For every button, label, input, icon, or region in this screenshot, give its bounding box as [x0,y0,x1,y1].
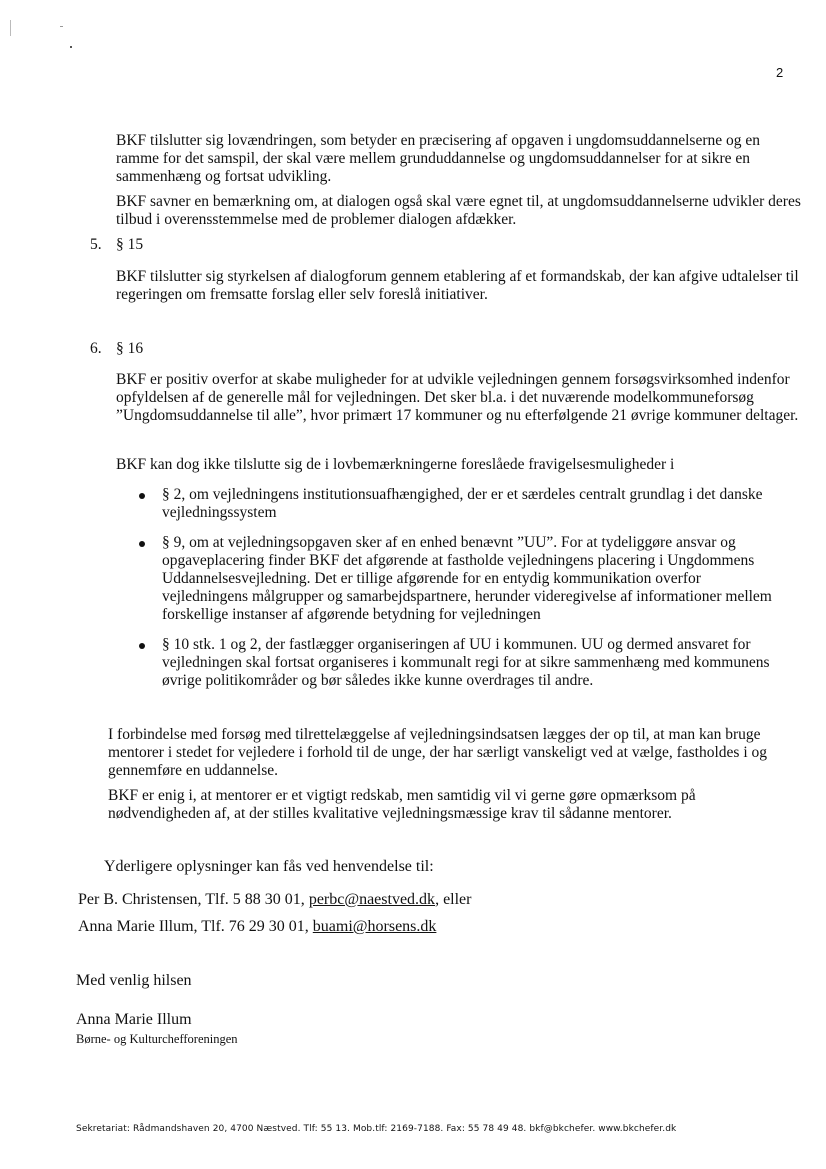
section-6-title: § 16 [116,340,144,357]
bullet-dot [139,541,145,547]
section-6-paragraph-2: BKF kan dog ikke tilslutte sig de i lovbemærkningerne foreslåede fravigelsesmuligheder i [116,456,675,473]
section-5-title: § 15 [116,236,144,253]
contact-person-1 [78,891,471,909]
bullet-text: § 10 stk. 1 og 2, der fastlægger organiseringen af UU i kommunen. UU og dermed ansvaret for vejledningen skal fortsat organiseres i kommunalt regi for at sikre sammenhæng med kommunens øvrige politikområder og bør således ikke kunne overdrages til andre. [162,636,770,689]
bullet-dot [139,643,145,649]
intro-paragraph-1: BKF tilslutter sig lovændringen, som betyder en præcisering af opgaven i ungdomsuddannelserne og en ramme for det samspil, der skal være mellem grunduddannelse og ungdomsuddannelser for at sikre en sammenhæng og fortsat udvikling. [116,132,760,185]
scan-artifact-dot [70,46,72,48]
section-6-paragraph-1: BKF er positiv overfor at skabe muligheder for at udvikle vejledningen gennem forsøgsvirksomhed indenfor opfyldelsen af de generelle mål for vejledningen. Det sker bl.a. i det nuværende modelkommuneforsøg ”Ungdomsuddannelse til alle”, hvor primært 17 kommuner og nu efterfølgende 21 øvrige kommuner deltager. [116,371,799,424]
scan-artifact-line [10,20,11,36]
contact-intro: Yderligere oplysninger kan fås ved henvendelse til: [104,858,434,875]
page-number: 2 [776,65,784,80]
section-6-number: 6. [90,340,102,357]
contact-person-1-suffix: , eller [435,891,472,908]
scan-artifact-tick [60,26,63,27]
section-5-paragraph: BKF tilslutter sig styrkelsen af dialogforum gennem etablering af et formandskab, der kan afgive udtalelser til regeringen om fremsatte forslag eller selv foreslå initiativer. [116,268,799,303]
contact-person-2 [78,918,436,936]
section-6-heading [90,340,143,358]
fravigelse-bullet-list [139,486,789,690]
contact-person-2-email-link[interactable]: buami@horsens.dk [312,918,437,935]
signatory-name: Anna Marie Illum [76,1011,192,1028]
footer-secretariat: Sekretariat: Rådmandshaven 20, 4700 Næstved. Tlf: 55 13. Mob.tlf: 2169-7188. Fax: 55 78 49 48. bkf@bkchefer. www.bkchefer.dk [76,1124,677,1134]
section-6-paragraph-3: I forbindelse med forsøg med tilrettelæggelse af vejledningsindsatsen lægges der op til, at man kan bruge mentorer i stedet for vejledere i forhold til de unge, der har særligt vanskeligt ved at vælge, fastholdes i og gennemføre en uddannelse. [108,726,767,779]
bullet-text: § 9, om at vejledningsopgaven sker af en enhed benævnt ”UU”. For at tydeliggøre ansvar og opgaveplacering finder BKF det afgørende at fastholde vejledningens placering i Ungdommens Uddannelsesvejledning. Det er tillige afgørende for en entydig kommunikation overfor vejledningens målgrupper og samarbejdspartnere, herunder videregivelse af informationer mellem forskellige instanser af afgørende betydning for vejledningen [162,534,772,623]
contact-person-1-details: Per B. Christensen, Tlf. 5 88 30 01, [78,891,305,908]
closing-greeting: Med venlig hilsen [76,972,192,989]
section-5-number: 5. [90,236,102,253]
section-5-heading [90,236,143,254]
bullet-item [139,486,789,522]
section-6-paragraph-4: BKF er enig i, at mentorer er et vigtigt redskab, men samtidig vil vi gerne gøre opmærksom på nødvendigheden af, at der stilles kvalitative vejledningsmæssige krav til sådanne mentorer. [108,787,696,822]
bullet-text: § 2, om vejledningens institutionsuafhængighed, der er et særdeles centralt grundlag i det danske vejledningssystem [162,486,763,521]
intro-paragraph-2: BKF savner en bemærkning om, at dialogen også skal være egnet til, at ungdomsuddannelserne udvikler deres tilbud i overensstemmelse med de problemer dialogen afdækker. [116,193,801,228]
bullet-item [139,534,789,624]
signatory-organization: Børne- og Kulturchefforeningen [76,1032,238,1046]
bullet-item [139,636,789,690]
contact-person-2-details: Anna Marie Illum, Tlf. 76 29 30 01, [78,918,309,935]
contact-person-1-email-link[interactable]: perbc@naestved.dk [308,891,436,908]
bullet-dot [139,493,145,499]
